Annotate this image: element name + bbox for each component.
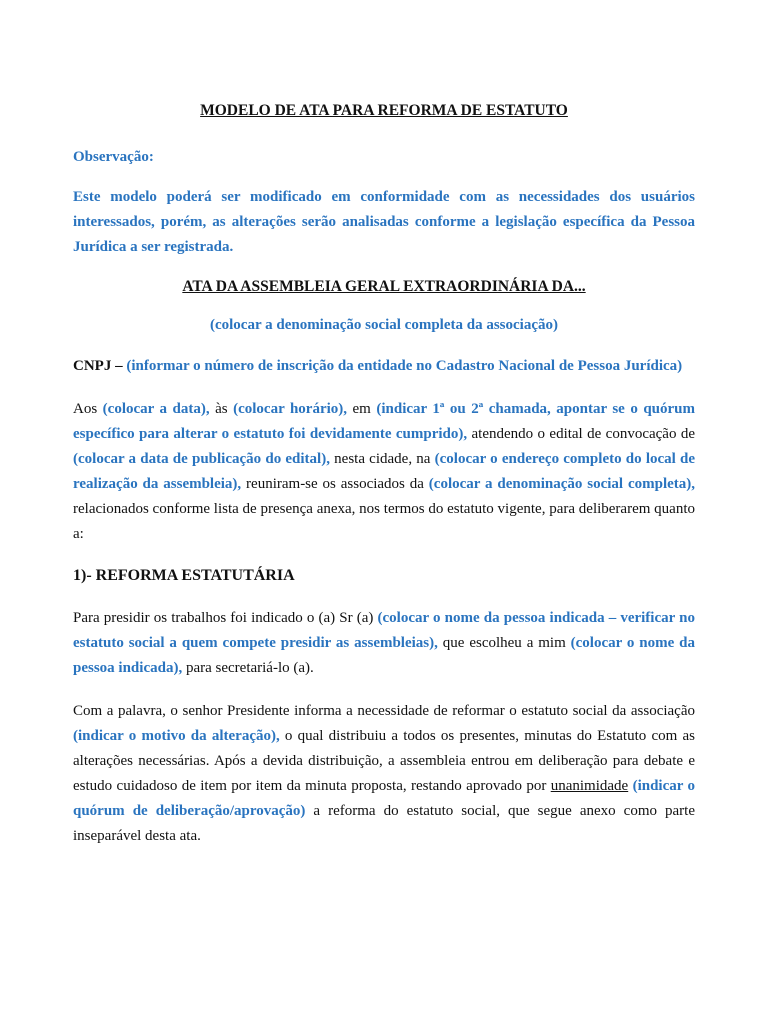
text-run: para secretariá-lo (a).: [182, 660, 314, 676]
placeholder-address: (colocar o endereço completo do local de realização da assembleia),: [73, 451, 696, 492]
placeholder-quorum: (indicar o quórum de deliberação/aprovação): [73, 778, 696, 819]
opening-paragraph: [73, 397, 695, 547]
placeholder-president-name: (colocar o nome da pessoa indicada – verificar no estatuto social a quem compete presidir as assembleias),: [73, 610, 695, 651]
presidency-paragraph: [73, 606, 695, 681]
placeholder-edital-date: (colocar a data de publicação do edital),: [73, 451, 330, 467]
text-run: relacionados conforme lista de presença anexa, nos termos do estatuto vigente, para deliberarem quanto a:: [73, 501, 695, 542]
ata-title: ATA DA ASSEMBLEIA GERAL EXTRAORDINÁRIA DA...: [182, 278, 586, 295]
unanimity-text: unanimidade: [550, 778, 629, 794]
document-page: [73, 98, 695, 849]
text-run: às: [209, 401, 234, 417]
text-run: Aos: [73, 401, 103, 417]
text-run: que escolheu a mim: [437, 635, 571, 651]
placeholder-date: (colocar a data),: [102, 401, 210, 417]
text-run: reuniram-se os associados da: [241, 476, 429, 492]
text-run: o qual distribuiu a todos os presentes, minutas do Estatuto com as alterações necessárias. Após a devida distribuição, a assembleia entrou em deliberação para debate e estudo cuidadoso de item por item da minuta proposta, restando aprovado por: [73, 728, 695, 794]
placeholder-time: (colocar horário),: [233, 401, 348, 417]
placeholder-denominacao: (colocar a denominação social completa),: [428, 476, 696, 492]
cnpj-label: CNPJ –: [73, 358, 123, 374]
denominacao-placeholder: (colocar a denominação social completa da associação): [209, 317, 558, 333]
observation-text: Este modelo poderá ser modificado em conformidade com as necessidades dos usuários interessados, porém, as alterações serão analisadas conforme a legislação específica da Pessoa Jurídica a ser registrada.: [73, 189, 695, 255]
placeholder-reason: (indicar o motivo da alteração),: [73, 728, 280, 744]
text-run: atendendo o edital de convocação de: [467, 426, 695, 442]
section-heading-reforma: 1)- REFORMA ESTATUTÁRIA: [73, 567, 295, 584]
text-run: em: [347, 401, 377, 417]
cnpj-placeholder: (informar o número de inscrição da entidade no Cadastro Nacional de Pessoa Jurídica): [126, 358, 683, 374]
text-run: Para presidir os trabalhos foi indicado o (a) Sr (a): [73, 610, 378, 626]
placeholder-call: (indicar 1ª ou 2ª chamada, apontar se o quórum específico para alterar o estatuto foi devidamente cumprido),: [73, 401, 696, 442]
text-run: Com a palavra, o senhor Presidente informa a necessidade de reformar o estatuto social da associação: [73, 703, 695, 719]
text-run: nesta cidade, na: [329, 451, 435, 467]
placeholder-secretary-name: (colocar o nome da pessoa indicada),: [73, 635, 696, 676]
cnpj-paragraph: [73, 354, 695, 379]
observation-label: Observação:: [73, 149, 154, 165]
document-title: MODELO DE ATA PARA REFORMA DE ESTATUTO: [200, 102, 568, 119]
text-run: a reforma do estatuto social, que segue anexo como parte inseparável desta ata.: [73, 803, 695, 844]
deliberation-paragraph: [73, 699, 695, 849]
